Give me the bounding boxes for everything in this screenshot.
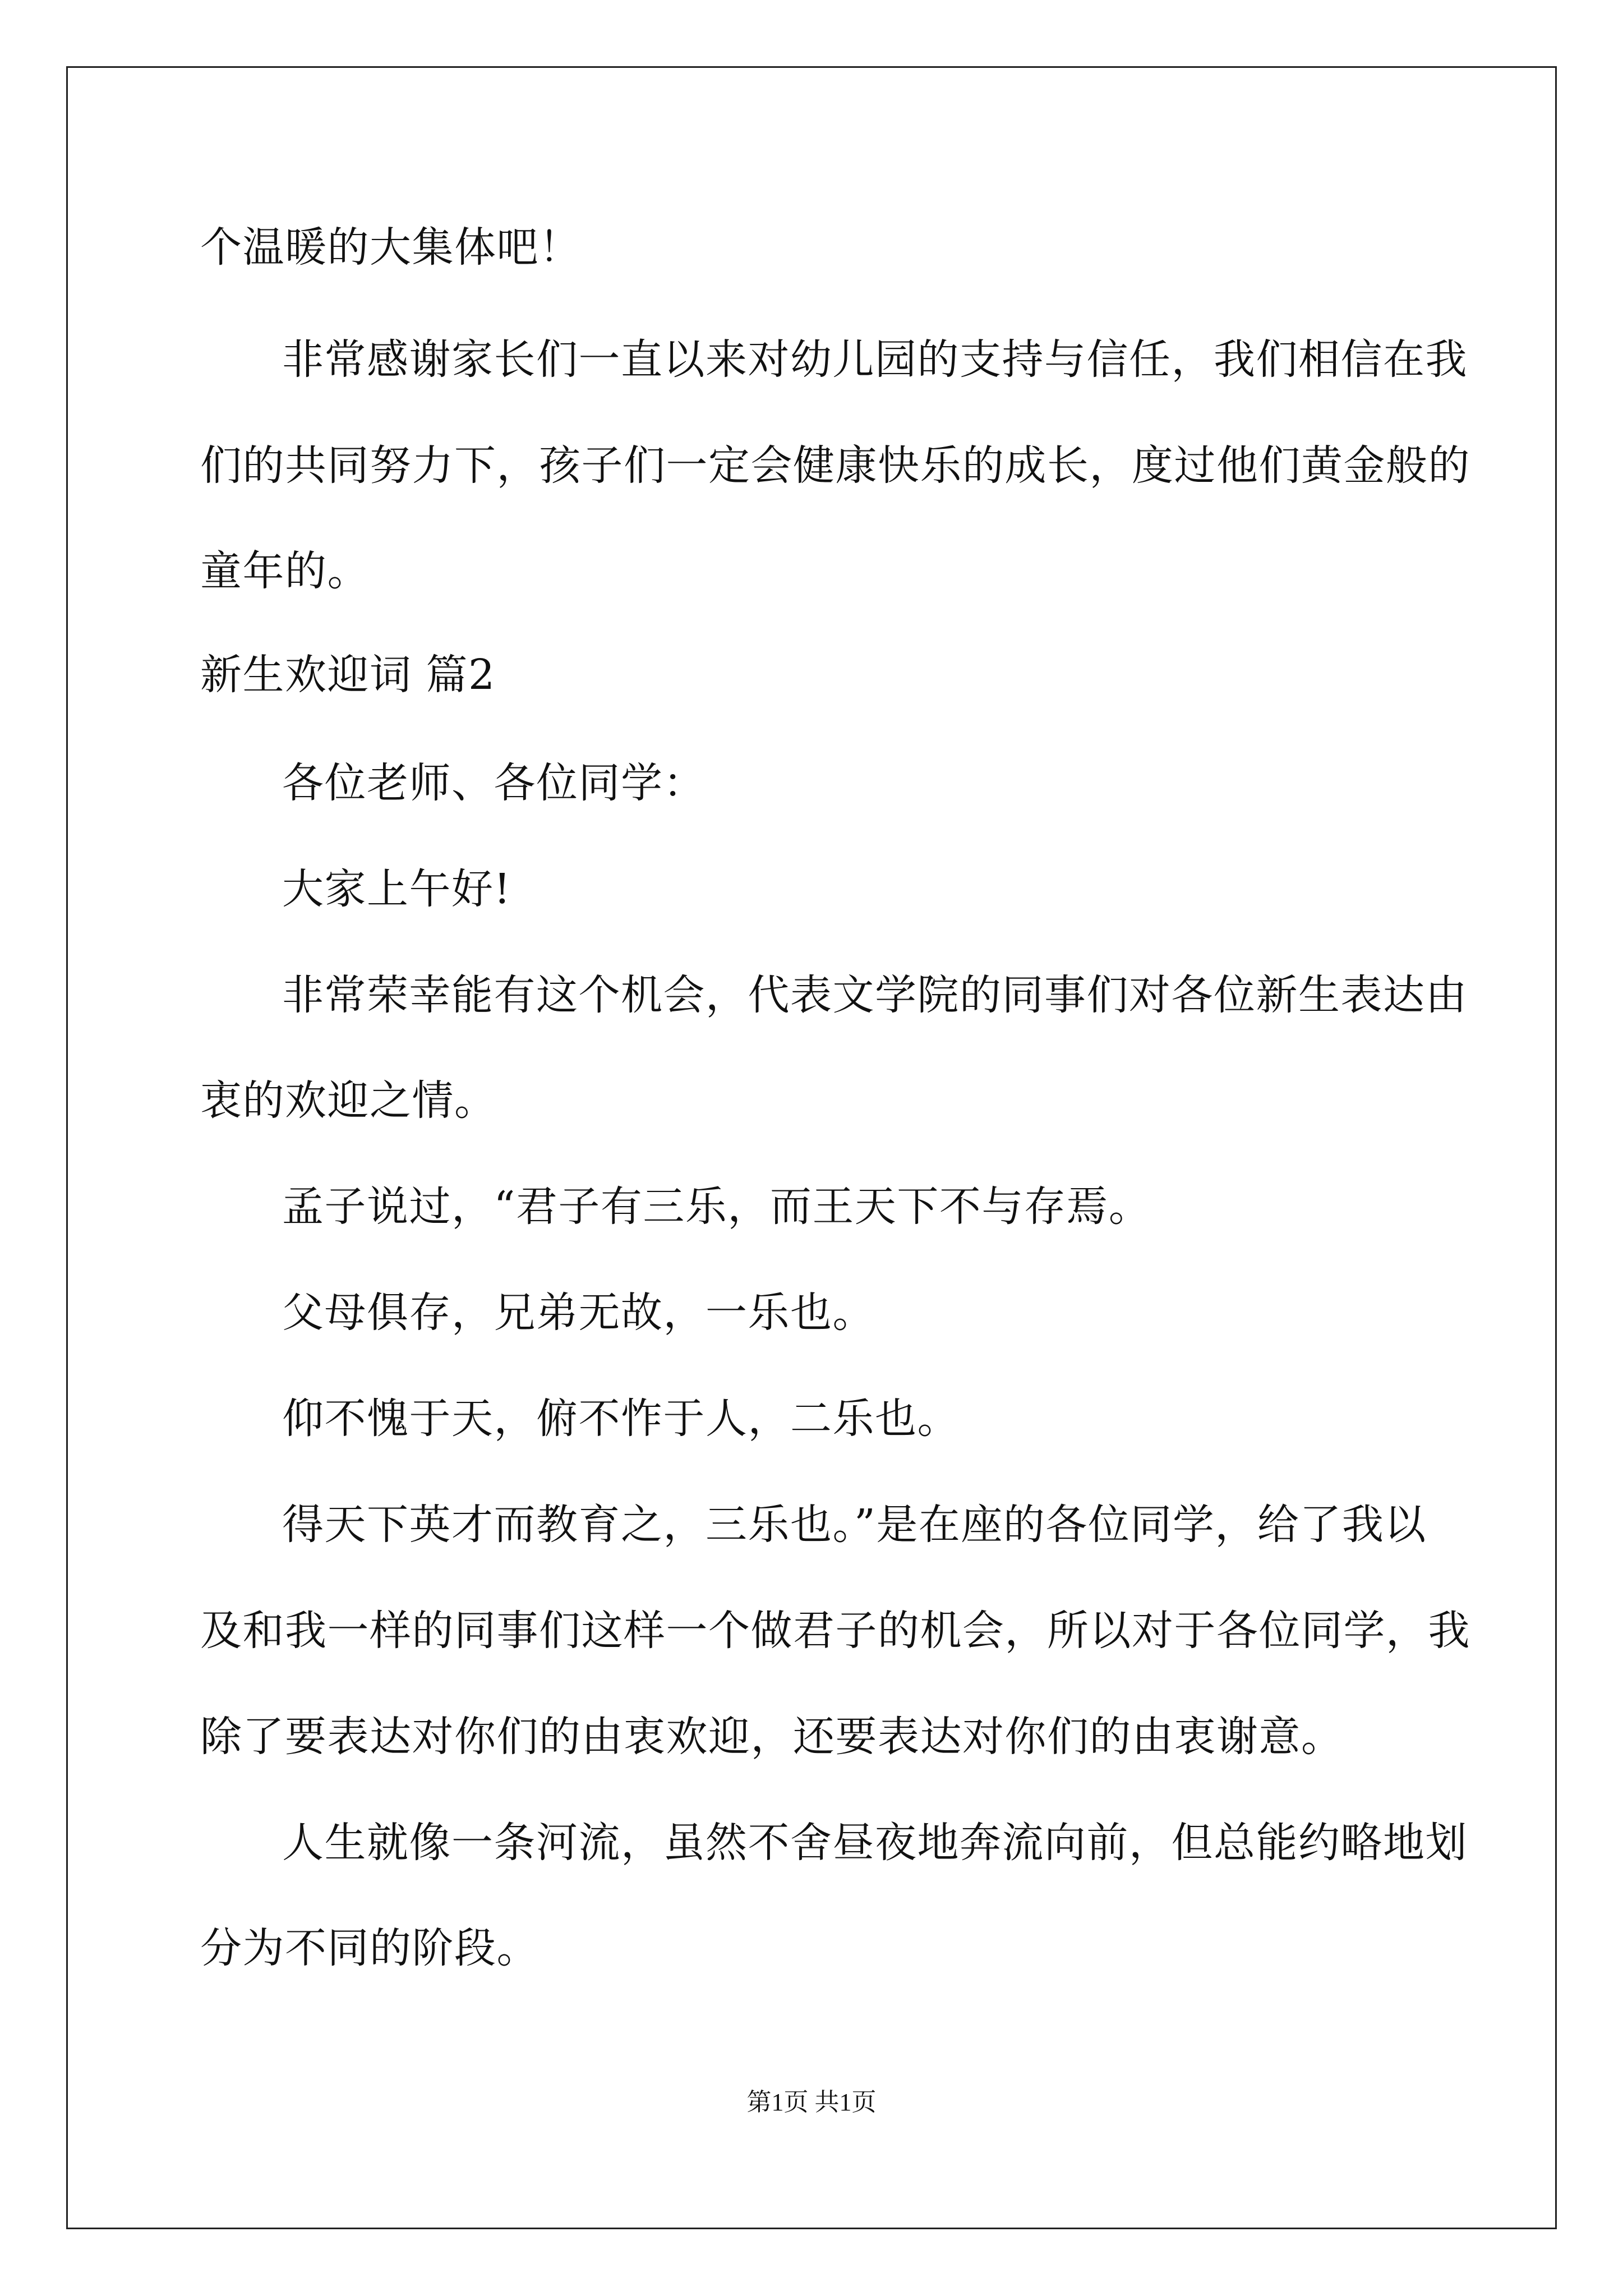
paragraph-line: 个温暖的大集体吧！	[200, 223, 582, 272]
paragraph-line: 童年的。	[200, 547, 370, 595]
paragraph-line: 及和我一样的同事们这样一个做君子的机会，所以对于各位同学，我	[200, 1607, 1470, 1655]
paragraph-line: 父母俱存，兄弟无故，一乐也。	[282, 1289, 875, 1337]
paragraph-line: 分为不同的阶段。	[200, 1924, 539, 1972]
section-heading: 新生欢迎词 篇2	[200, 651, 496, 699]
paragraph-line: 除了要表达对你们的由衷欢迎，还要表达对你们的由衷谢意。	[200, 1713, 1344, 1761]
page-number-footer: 第1页 共1页	[746, 2088, 877, 2116]
paragraph-line: 大家上午好!	[282, 865, 511, 913]
paragraph-line: 们的共同努力下，孩子们一定会健康快乐的成长，度过他们黄金般的	[200, 441, 1470, 490]
paragraph-line: 得天下英才而教育之，三乐也。”是在座的各位同学，给了我以	[282, 1501, 1427, 1549]
paragraph-line: 仰不愧于天，俯不怍于人，二乐也。	[282, 1395, 960, 1443]
paragraph-line: 孟子说过，“君子有三乐，而王天下不与存焉。	[282, 1182, 1151, 1231]
paragraph-line: 非常荣幸能有这个机会，代表文学院的同事们对各位新生表达由	[282, 971, 1468, 1019]
paragraph-line: 人生就像一条河流，虽然不舍昼夜地奔流向前，但总能约略地划	[282, 1819, 1468, 1867]
paragraph-line: 各位老师、各位同学：	[282, 759, 706, 807]
paragraph-line: 非常感谢家长们一直以来对幼儿园的支持与信任，我们相信在我	[282, 335, 1468, 384]
paragraph-line: 衷的欢迎之情。	[200, 1076, 497, 1125]
page-border	[66, 66, 1557, 2229]
